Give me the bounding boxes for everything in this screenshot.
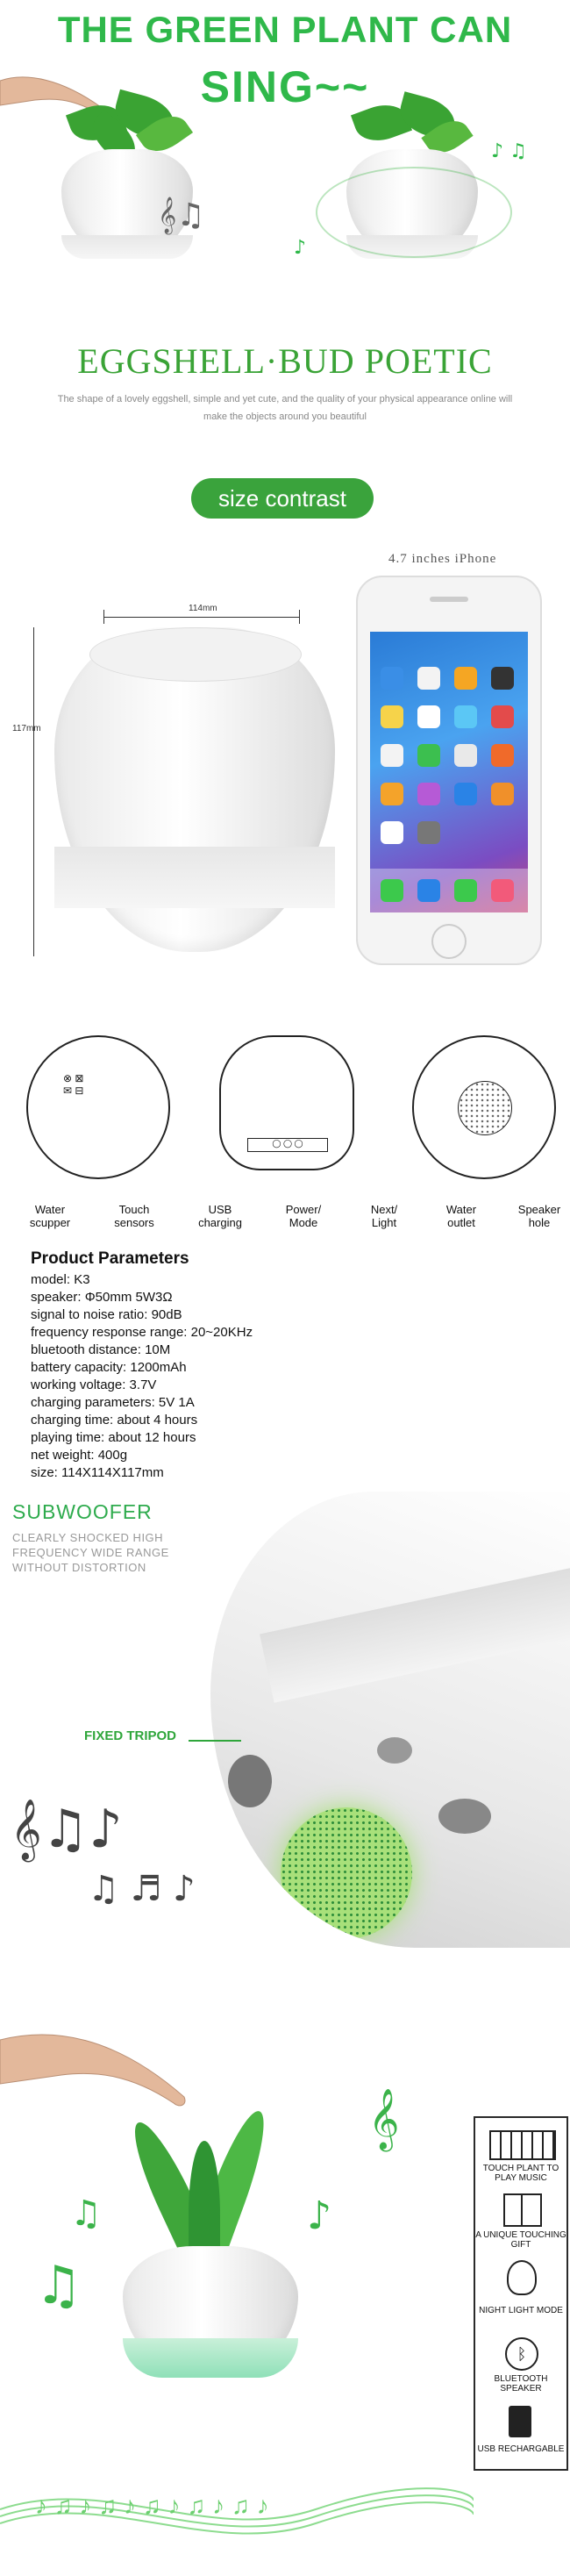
param-item: size: 114X114X117mm [31,1465,164,1480]
hero-subtitle: SING~~ [200,62,370,111]
param-item: battery capacity: 1200mAh [31,1360,187,1375]
piano-icon [489,2130,556,2160]
music-notes-icon: 𝄞♫ [158,197,205,233]
bulb-icon [507,2260,537,2295]
iphone-label: 4.7 inches iPhone [388,552,497,566]
plant-pot-right [338,105,487,254]
music-notes-icon: ♫ ♬ ♪ [88,1869,196,1909]
music-staff-decoration [0,2474,474,2544]
music-notes-icon: ♪ [294,237,307,259]
speaker-hole-label: Speaker hole [517,1203,561,1229]
param-item: net weight: 400g [31,1448,128,1463]
feature-label: TOUCH PLANT TO PLAY MUSIC [482,2164,559,2183]
param-item: working voltage: 3.7V [31,1377,157,1392]
gift-icon [503,2193,542,2227]
feature-label: BLUETOOTH SPEAKER [494,2374,548,2394]
height-dimension-line [33,627,34,956]
music-notes-icon: 𝄞 [368,2088,400,2150]
eggshell-subtitle: The shape of a lovely eggshell, simple and yet cute, and the quality of your physical appearance online will make the objects around you beautiful [57,394,513,422]
width-dimension-line [103,617,300,618]
fixed-tripod-label: FIXED TRIPOD [84,1728,177,1743]
music-notes-icon: ♪ [307,2193,332,2238]
music-notes-icon: 𝄞♫♪ [11,1799,123,1860]
param-item: charging parameters: 5V 1A [31,1395,195,1410]
param-item: frequency response range: 20~20KHz [31,1325,253,1340]
hero-title: THE GREEN PLANT CAN [57,9,513,50]
usb-charging-label: USB charging [198,1203,242,1229]
svg-text:♪ ♫ ♪ ♫ ♪ ♫ ♪ ♫ ♪ ♫ ♪: ♪ ♫ ♪ ♫ ♪ ♫ ♪ ♫ ♪ ♫ ♪ [35,2492,269,2519]
param-item: playing time: about 12 hours [31,1430,196,1445]
eggshell-title: EGGSHELL·BUD POETIC [77,341,493,381]
power-mode-label: Power/ Mode [285,1203,322,1229]
bottom-view-diagram: ⊗ ⊠ ✉ ⊟ [26,1035,170,1179]
top-view-diagram [412,1035,556,1179]
feature-label: NIGHT LIGHT MODE [479,2306,563,2315]
subwoofer-subtitle: CLEARLY SHOCKED HIGH FREQUENCY WIDE RANGE WITHOUT DISTORTION [12,1531,169,1574]
usb-icon [509,2406,531,2437]
music-notes-icon: ♫ [35,2255,82,2316]
subwoofer-title: SUBWOOFER [12,1500,153,1523]
music-notes-icon: ♪ ♫ [491,140,527,162]
params-title: Product Parameters [31,1249,189,1268]
touch-sensors-label: Touch sensors [114,1203,154,1229]
bluetooth-icon: ᛒ [505,2337,538,2371]
iphone-image [356,576,542,965]
aloe-plant-image [105,2088,316,2378]
side-view-diagram: ◯ ◯ ◯ [219,1035,354,1170]
feature-column [474,2116,568,2471]
param-item: model: K3 [31,1272,90,1287]
tripod-pointer-line [189,1740,241,1742]
width-label: 114mm [189,604,217,613]
feature-label: A UNIQUE TOUCHING GIFT [475,2230,566,2250]
param-item: bluetooth distance: 10M [31,1342,171,1357]
param-item: charging time: about 4 hours [31,1413,198,1428]
feature-label: USB RECHARGABLE [477,2444,565,2454]
size-contrast-button: size contrast [191,478,374,519]
height-label: 117mm [12,724,41,733]
param-item: speaker: Φ50mm 5W3Ω [31,1290,173,1305]
next-light-label: Next/ Light [370,1203,398,1229]
flower-pot-large [54,627,335,952]
param-item: signal to noise ratio: 90dB [31,1307,182,1322]
water-outlet-label: Water outlet [445,1203,477,1229]
subwoofer-pot-image [210,1492,570,1948]
music-notes-icon: ♫ [70,2193,102,2234]
water-scupper-label: Water scupper [29,1203,71,1229]
